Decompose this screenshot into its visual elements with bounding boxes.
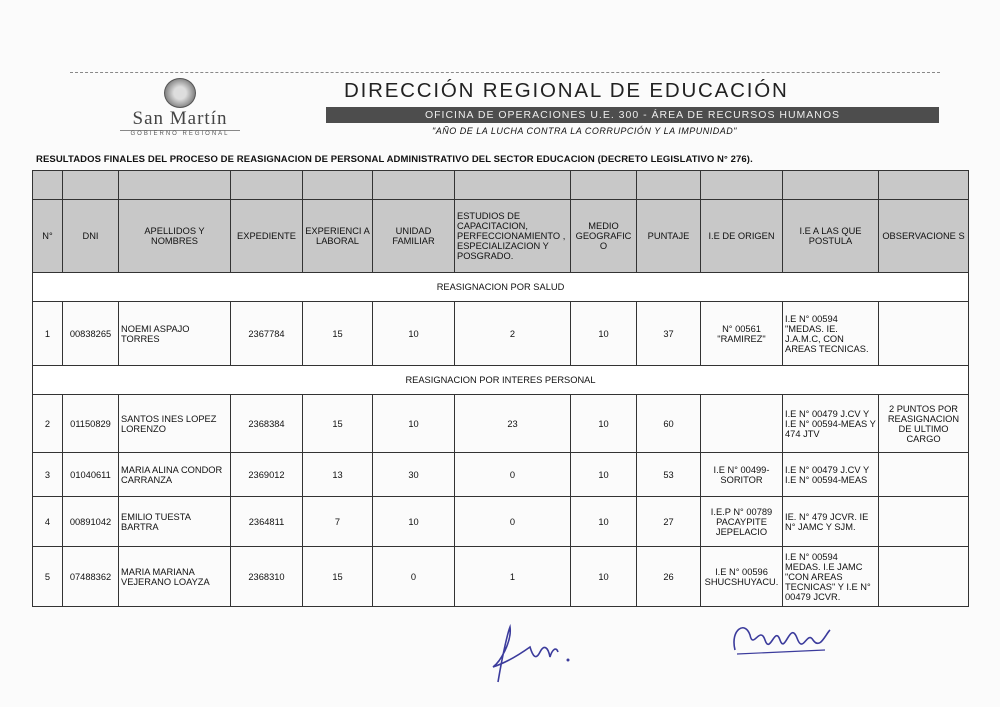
cell-unidad: 10 xyxy=(373,497,455,547)
cell-dni: 00838265 xyxy=(63,302,119,366)
header-rule xyxy=(70,72,940,73)
table-row xyxy=(33,497,969,547)
cell-origen xyxy=(701,395,783,453)
col-header-expediente: EXPEDIENTE xyxy=(231,200,303,273)
cell-nombre: SANTOS INES LOPEZ LORENZO xyxy=(119,395,231,453)
cell-expediente: 2364811 xyxy=(231,497,303,547)
cell-puntaje: 26 xyxy=(637,547,701,607)
cell-observaciones xyxy=(879,547,969,607)
cell-nombre: MARIA MARIANA VEJERANO LOAYZA xyxy=(119,547,231,607)
cell-medio: 10 xyxy=(571,497,637,547)
coat-of-arms-icon xyxy=(164,78,196,108)
results-table xyxy=(32,170,969,607)
signature-right xyxy=(725,610,845,665)
cell-observaciones xyxy=(879,497,969,547)
column-headers xyxy=(33,200,969,273)
office-banner: OFICINA DE OPERACIONES U.E. 300 - ÁREA DE RECURSOS HUMANOS xyxy=(326,107,939,123)
col-header-dni: DNI xyxy=(63,200,119,273)
table-row xyxy=(33,302,969,366)
cell-origen: I.E N° 00596 SHUCSHUYACU. xyxy=(701,547,783,607)
cell-observaciones xyxy=(879,302,969,366)
table-row xyxy=(33,453,969,497)
cell-expediente: 2369012 xyxy=(231,453,303,497)
cell-medio: 10 xyxy=(571,453,637,497)
cell-puntaje: 60 xyxy=(637,395,701,453)
cell-num: 1 xyxy=(33,302,63,366)
cell-experiencia: 15 xyxy=(303,302,373,366)
cell-postula: IE. N° 479 JCVR. IE N° JAMC Y SJM. xyxy=(783,497,879,547)
cell-medio: 10 xyxy=(571,547,637,607)
cell-origen: I.E N° 00499-SORITOR xyxy=(701,453,783,497)
section-title: REASIGNACION POR INTERES PERSONAL xyxy=(33,366,969,395)
cell-num: 2 xyxy=(33,395,63,453)
cell-experiencia: 13 xyxy=(303,453,373,497)
cell-num: 3 xyxy=(33,453,63,497)
cell-postula: I.E N° 00594 MEDAS. I.E JAMC "CON AREAS TECNICAS" Y I.E N° 00479 JCVR. xyxy=(783,547,879,607)
year-motto: "AÑO DE LA LUCHA CONTRA LA CORRUPCIÓN Y LA IMPUNIDAD" xyxy=(432,126,737,136)
col-header-medio: MEDIO GEOGRAFIC O xyxy=(571,200,637,273)
cell-unidad: 10 xyxy=(373,395,455,453)
cell-expediente: 2368384 xyxy=(231,395,303,453)
col-header-origen: I.E DE ORIGEN xyxy=(701,200,783,273)
section-header xyxy=(33,273,969,302)
cell-postula: I.E N° 00594 "MEDAS. IE. J.A.M.C, CON AREAS TECNICAS. xyxy=(783,302,879,366)
cell-estudios: 0 xyxy=(455,453,571,497)
cell-observaciones: 2 PUNTOS POR REASIGNACION DE ULTIMO CARGO xyxy=(879,395,969,453)
cell-expediente: 2368310 xyxy=(231,547,303,607)
cell-estudios: 0 xyxy=(455,497,571,547)
signature-left xyxy=(478,622,588,692)
cell-medio: 10 xyxy=(571,302,637,366)
cell-nombre: NOEMI ASPAJO TORRES xyxy=(119,302,231,366)
cell-origen: I.E.P N° 00789 PACAYPITE JEPELACIO xyxy=(701,497,783,547)
cell-postula: I.E N° 00479 J.CV Y I.E N° 00594-MEAS xyxy=(783,453,879,497)
table-row xyxy=(33,395,969,453)
cell-estudios: 2 xyxy=(455,302,571,366)
cell-num: 4 xyxy=(33,497,63,547)
cell-unidad: 10 xyxy=(373,302,455,366)
col-header-postula: I.E A LAS QUE POSTULA xyxy=(783,200,879,273)
cell-puntaje: 37 xyxy=(637,302,701,366)
logo xyxy=(100,78,260,136)
cell-estudios: 1 xyxy=(455,547,571,607)
results-title: RESULTADOS FINALES DEL PROCESO DE REASIGNACION DE PERSONAL ADMINISTRATIVO DEL SECTOR EDUCACION (DECRETO LEGISLATIVO N° 276). xyxy=(36,154,753,165)
cell-unidad: 30 xyxy=(373,453,455,497)
logo-subtitle: GOBIERNO REGIONAL xyxy=(120,130,240,137)
cell-experiencia: 7 xyxy=(303,497,373,547)
cell-expediente: 2367784 xyxy=(231,302,303,366)
cell-unidad: 0 xyxy=(373,547,455,607)
cell-puntaje: 27 xyxy=(637,497,701,547)
cell-dni: 07488362 xyxy=(63,547,119,607)
col-header-unidad: UNIDAD FAMILIAR xyxy=(373,200,455,273)
col-header-nombres: APELLIDOS Y NOMBRES xyxy=(119,200,231,273)
col-header-puntaje: PUNTAJE xyxy=(637,200,701,273)
header-band xyxy=(33,171,969,200)
cell-experiencia: 15 xyxy=(303,547,373,607)
cell-origen: N° 00561 "RAMIREZ" xyxy=(701,302,783,366)
cell-dni: 00891042 xyxy=(63,497,119,547)
cell-observaciones xyxy=(879,453,969,497)
col-header-estudios: ESTUDIOS DE CAPACITACION, PERFECCIONAMIENTO , ESPECIALIZACION Y POSGRADO. xyxy=(455,200,571,273)
page-title: DIRECCIÓN REGIONAL DE EDUCACIÓN xyxy=(344,79,789,102)
cell-medio: 10 xyxy=(571,395,637,453)
cell-nombre: EMILIO TUESTA BARTRA xyxy=(119,497,231,547)
cell-estudios: 23 xyxy=(455,395,571,453)
logo-name: San Martín xyxy=(132,108,228,129)
cell-num: 5 xyxy=(33,547,63,607)
cell-dni: 01040611 xyxy=(63,453,119,497)
cell-nombre: MARIA ALINA CONDOR CARRANZA xyxy=(119,453,231,497)
col-header-experiencia: EXPERIENCI A LABORAL xyxy=(303,200,373,273)
col-header-observaciones: OBSERVACIONE S xyxy=(879,200,969,273)
cell-puntaje: 53 xyxy=(637,453,701,497)
section-header xyxy=(33,366,969,395)
cell-postula: I.E N° 00479 J.CV Y I.E N° 00594-MEAS Y 474 JTV xyxy=(783,395,879,453)
table-row xyxy=(33,547,969,607)
cell-experiencia: 15 xyxy=(303,395,373,453)
col-header-num: N° xyxy=(33,200,63,273)
cell-dni: 01150829 xyxy=(63,395,119,453)
section-title: REASIGNACION POR SALUD xyxy=(33,273,969,302)
